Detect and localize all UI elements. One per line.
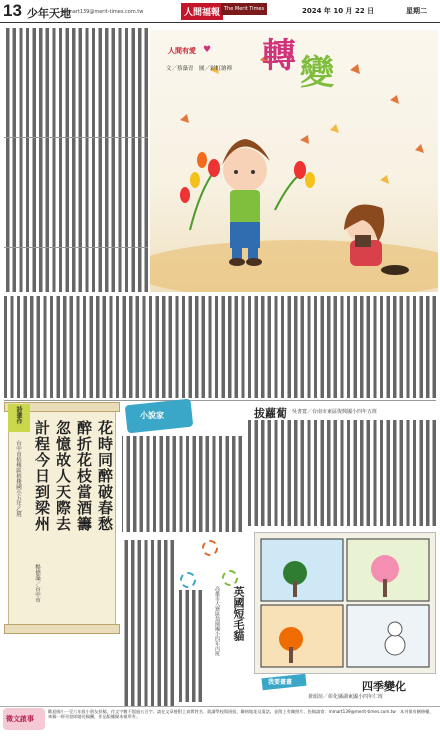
article-text-band [4, 296, 436, 398]
section-title: 少年天地 [27, 7, 71, 20]
poem-body [30, 420, 114, 616]
issue-date: 2024 年 10 月 22 日 [302, 7, 375, 15]
heart-icon: ♥ [203, 45, 212, 55]
story-text-block [122, 540, 174, 706]
story-title: 四季變化 [362, 680, 406, 693]
column-divider [4, 247, 148, 248]
poem-school: 台中市梧棲區梧棲國小五年乙班 [15, 440, 21, 517]
story-byline: 黃頌瑄／彰化縣湖東國小四年仁班 [308, 694, 384, 700]
story-text-block [176, 590, 202, 702]
story-byline: 吳書寬／台南市東區復興國小四年五班 [292, 409, 378, 415]
flower-icon [180, 572, 196, 588]
story-text-block [248, 420, 436, 526]
story-title: 拔蘿蔔 [254, 407, 287, 420]
band-divider [4, 400, 436, 401]
poem-tag-label: 詩畫作 [15, 406, 22, 424]
scroll-bottom-roll [4, 624, 120, 634]
poem-line: 忽憶故人天際去 [54, 420, 72, 532]
story-text-block [122, 436, 242, 532]
children-drawing [254, 532, 436, 674]
article-text-column-block [4, 28, 148, 292]
poem-line: 計程今日到梁州 [33, 420, 51, 532]
drawing-tag-label: 我要畫畫 [268, 679, 293, 686]
newspaper-logo-en: The Merit Times [221, 3, 267, 15]
issue-weekday: 星期二 [406, 7, 427, 15]
column-divider [4, 137, 148, 138]
call-for-papers-label: 徵文啟事 [6, 715, 34, 723]
newspaper-logo: 人間福報 [181, 3, 223, 20]
poem-line: 醉折花枝當酒籌 [75, 420, 93, 532]
flower-icon [222, 570, 238, 586]
sticker-label: 小說家 [140, 411, 164, 420]
section-email: mmart139@merit-times.com.tw [63, 9, 144, 15]
column-label: 人間有愛 [168, 47, 196, 55]
poem-line: 花時同醉破春愁 [96, 420, 114, 532]
feature-title-char-1: 轉 [262, 36, 296, 76]
flower-icon [202, 540, 218, 556]
feature-title-char-2: 變 [300, 53, 334, 93]
poem-author: 楊德藻／台中市 [34, 564, 40, 603]
footer-notice: 歡迎國小一至六年級小朋友投稿，作文字數不超過五百字。請在文章後附上真實姓名、就讀學校與班級、聯絡地址及電話，並附上有關照片。投稿請寄：mmart139@merit-times.com.tw 本刊保有刪修權，來稿一經刊登即贈送稿酬，作品版權歸本報所有。 [48, 709, 434, 720]
feature-byline: 文／蔡藻青 圖／彩虹繪禪 [166, 66, 233, 72]
story-title: 英國短毛貓 [232, 586, 245, 641]
page-number: 13 [3, 1, 22, 20]
story-byline: 高雄市大寮區翁園國小四年丙班 [214, 586, 220, 656]
